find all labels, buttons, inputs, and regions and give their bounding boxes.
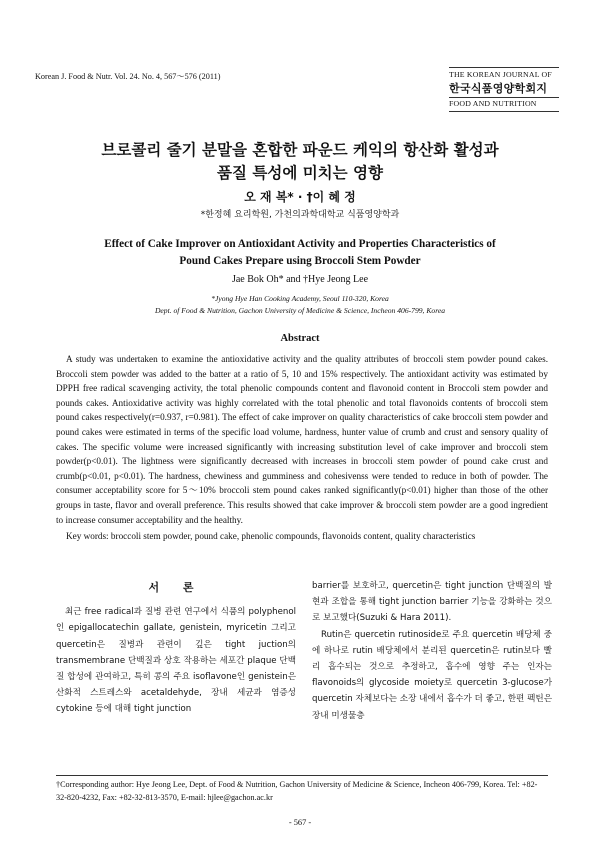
english-affiliation-line1: *Jyong Hye Han Cooking Academy, Seoul 110-320, Korea <box>211 294 389 303</box>
journal-masthead <box>449 67 559 112</box>
journal-name-line3: FOOD AND NUTRITION <box>449 97 559 108</box>
english-title <box>0 236 600 270</box>
english-title-line2: Pound Cakes Prepare using Broccoli Stem Powder <box>179 255 421 267</box>
korean-title <box>0 139 600 185</box>
body-paragraph: barrier를 보호하고, quercetin은 tight junction 단백질의 발현과 조합을 통해 tight junction barrier 기능을 강화하는 것으로 보고했다(Suzuki & Hara 2011). <box>312 581 552 624</box>
body-paragraph: 최근 free radical과 질병 관련 연구에서 식품의 polyphenol인 epigallocatechin gallate, genistein, myricetin 그리고 quercetin은 질병과 관련이 깊은 tight juction의 transmembrane 단백질과 상호 작용하는 세포간 plaque 단백질 합성에 관여하고, 특히 콩의 주요 isoflavone인 genistein은 산화적 스트레스와 acetaldehyde, 장내 세균과 염증성 cytokine 등에 대해 tight junction <box>56 607 296 715</box>
english-title-line1: Effect of Cake Improver on Antioxidant Activity and Properties Characteristics of <box>104 238 496 250</box>
section-heading-introduction: 서 론 <box>148 581 204 594</box>
english-authors: Jae Bok Oh* and †Hye Jeong Lee <box>231 274 369 285</box>
abstract-body: A study was undertaken to examine the antioxidative activity and the quality attributes of broccoli stem powder pound cakes. Broccoli stem powder was added to the batter at a ratio of 5, 10 and 15% respectively. The antioxidant activity was estimated by DPPH free radical scavenging activity, the total phenolic compounds content and flavonoid content in Broccoli stem powder and pounds cakes. Antioxidative activity was highly correlated with the total phenolic and total flavonoids contents of broccoli stem pound cakes respectively(r=0.937, r=0.981). The effect of cake improver on quality characteristics of cake broccoli stem powder and pound cakes were estimated in terms of the specific load volume, hardness, hunter value of crumb and crust and sensory quality of cakes. The specific volume were increased significantly with increasing substitution level of cake improver and broccoli stem powder(p<0.01). The lightness were significantly decreased with increases in broccoli stem powder of pound cake crust and crumb(p<0.01, p<0.01). The hardness, chewiness and gumminess and cohesivenss were tended to reduce in both of powder. The consumer acceptability score for 5～10% broccoli stem pound cakes ranked significantly(p<0.01) higher than those of the other groups in taste, flavor and overall preference. This results showed that cake improver & broccoli stem powder are a good ingredient to increase consumer acceptability and the healthy. <box>56 354 548 525</box>
corresponding-author-footnote: †Corresponding author: Hye Jeong Lee, Dept. of Food & Nutrition, Gachon University of Medicine & Science, Incheon 406-799, Korea. Tel: +82-32-820-4232, Fax: +82-32-813-3570, E-mail: hjlee@gachon.ac.kr <box>56 780 538 802</box>
journal-name-line1: THE KOREAN JOURNAL OF <box>449 70 552 79</box>
abstract-section <box>56 352 548 544</box>
body-paragraph: Rutin은 quercetin rutinoside로 주요 quercetin 배당체 중에 하나로 rutin 배당체에서 분리된 quercetin은 rutin보다 빨리 흡수되는 것으로 추정하고, 흡수에 영향 주는 인자는 flavonoids의 glycoside moiety로 quercetin 3-glucose가 quercetin 자체보다는 소장 내에서 흡수가 더 좋고, 한편 펙틴은 장내 미생물층 <box>312 629 552 721</box>
journal-citation: Korean J. Food & Nutr. Vol. 24. No. 4, 567～576 (2011) <box>35 72 221 81</box>
body-column-right <box>312 578 552 724</box>
korean-affiliation: *한정혜 요리학원, 가천의과학대학교 식품영양학과 <box>200 210 400 220</box>
korean-title-line1: 브로콜리 줄기 분말을 혼합한 파운드 케익의 항산화 활성과 <box>101 141 499 159</box>
english-affiliation <box>0 293 600 317</box>
keywords: Key words: broccoli stem powder, pound cake, phenolic compounds, flavonoids content, quality characteristics <box>66 531 476 542</box>
footnote-divider <box>56 775 548 776</box>
korean-authors: 오 재 복* · †이 혜 정 <box>244 190 356 204</box>
abstract-heading: Abstract <box>280 333 320 344</box>
page-number: - 567 - <box>288 818 312 827</box>
english-affiliation-line2: Dept. of Food & Nutrition, Gachon University of Medicine & Science, Incheon 406-799, Korea <box>154 306 446 315</box>
journal-name-korean: 한국식품영양학회지 <box>449 82 548 95</box>
body-column-left <box>56 578 296 718</box>
korean-title-line2: 품질 특성에 미치는 영향 <box>217 164 383 182</box>
